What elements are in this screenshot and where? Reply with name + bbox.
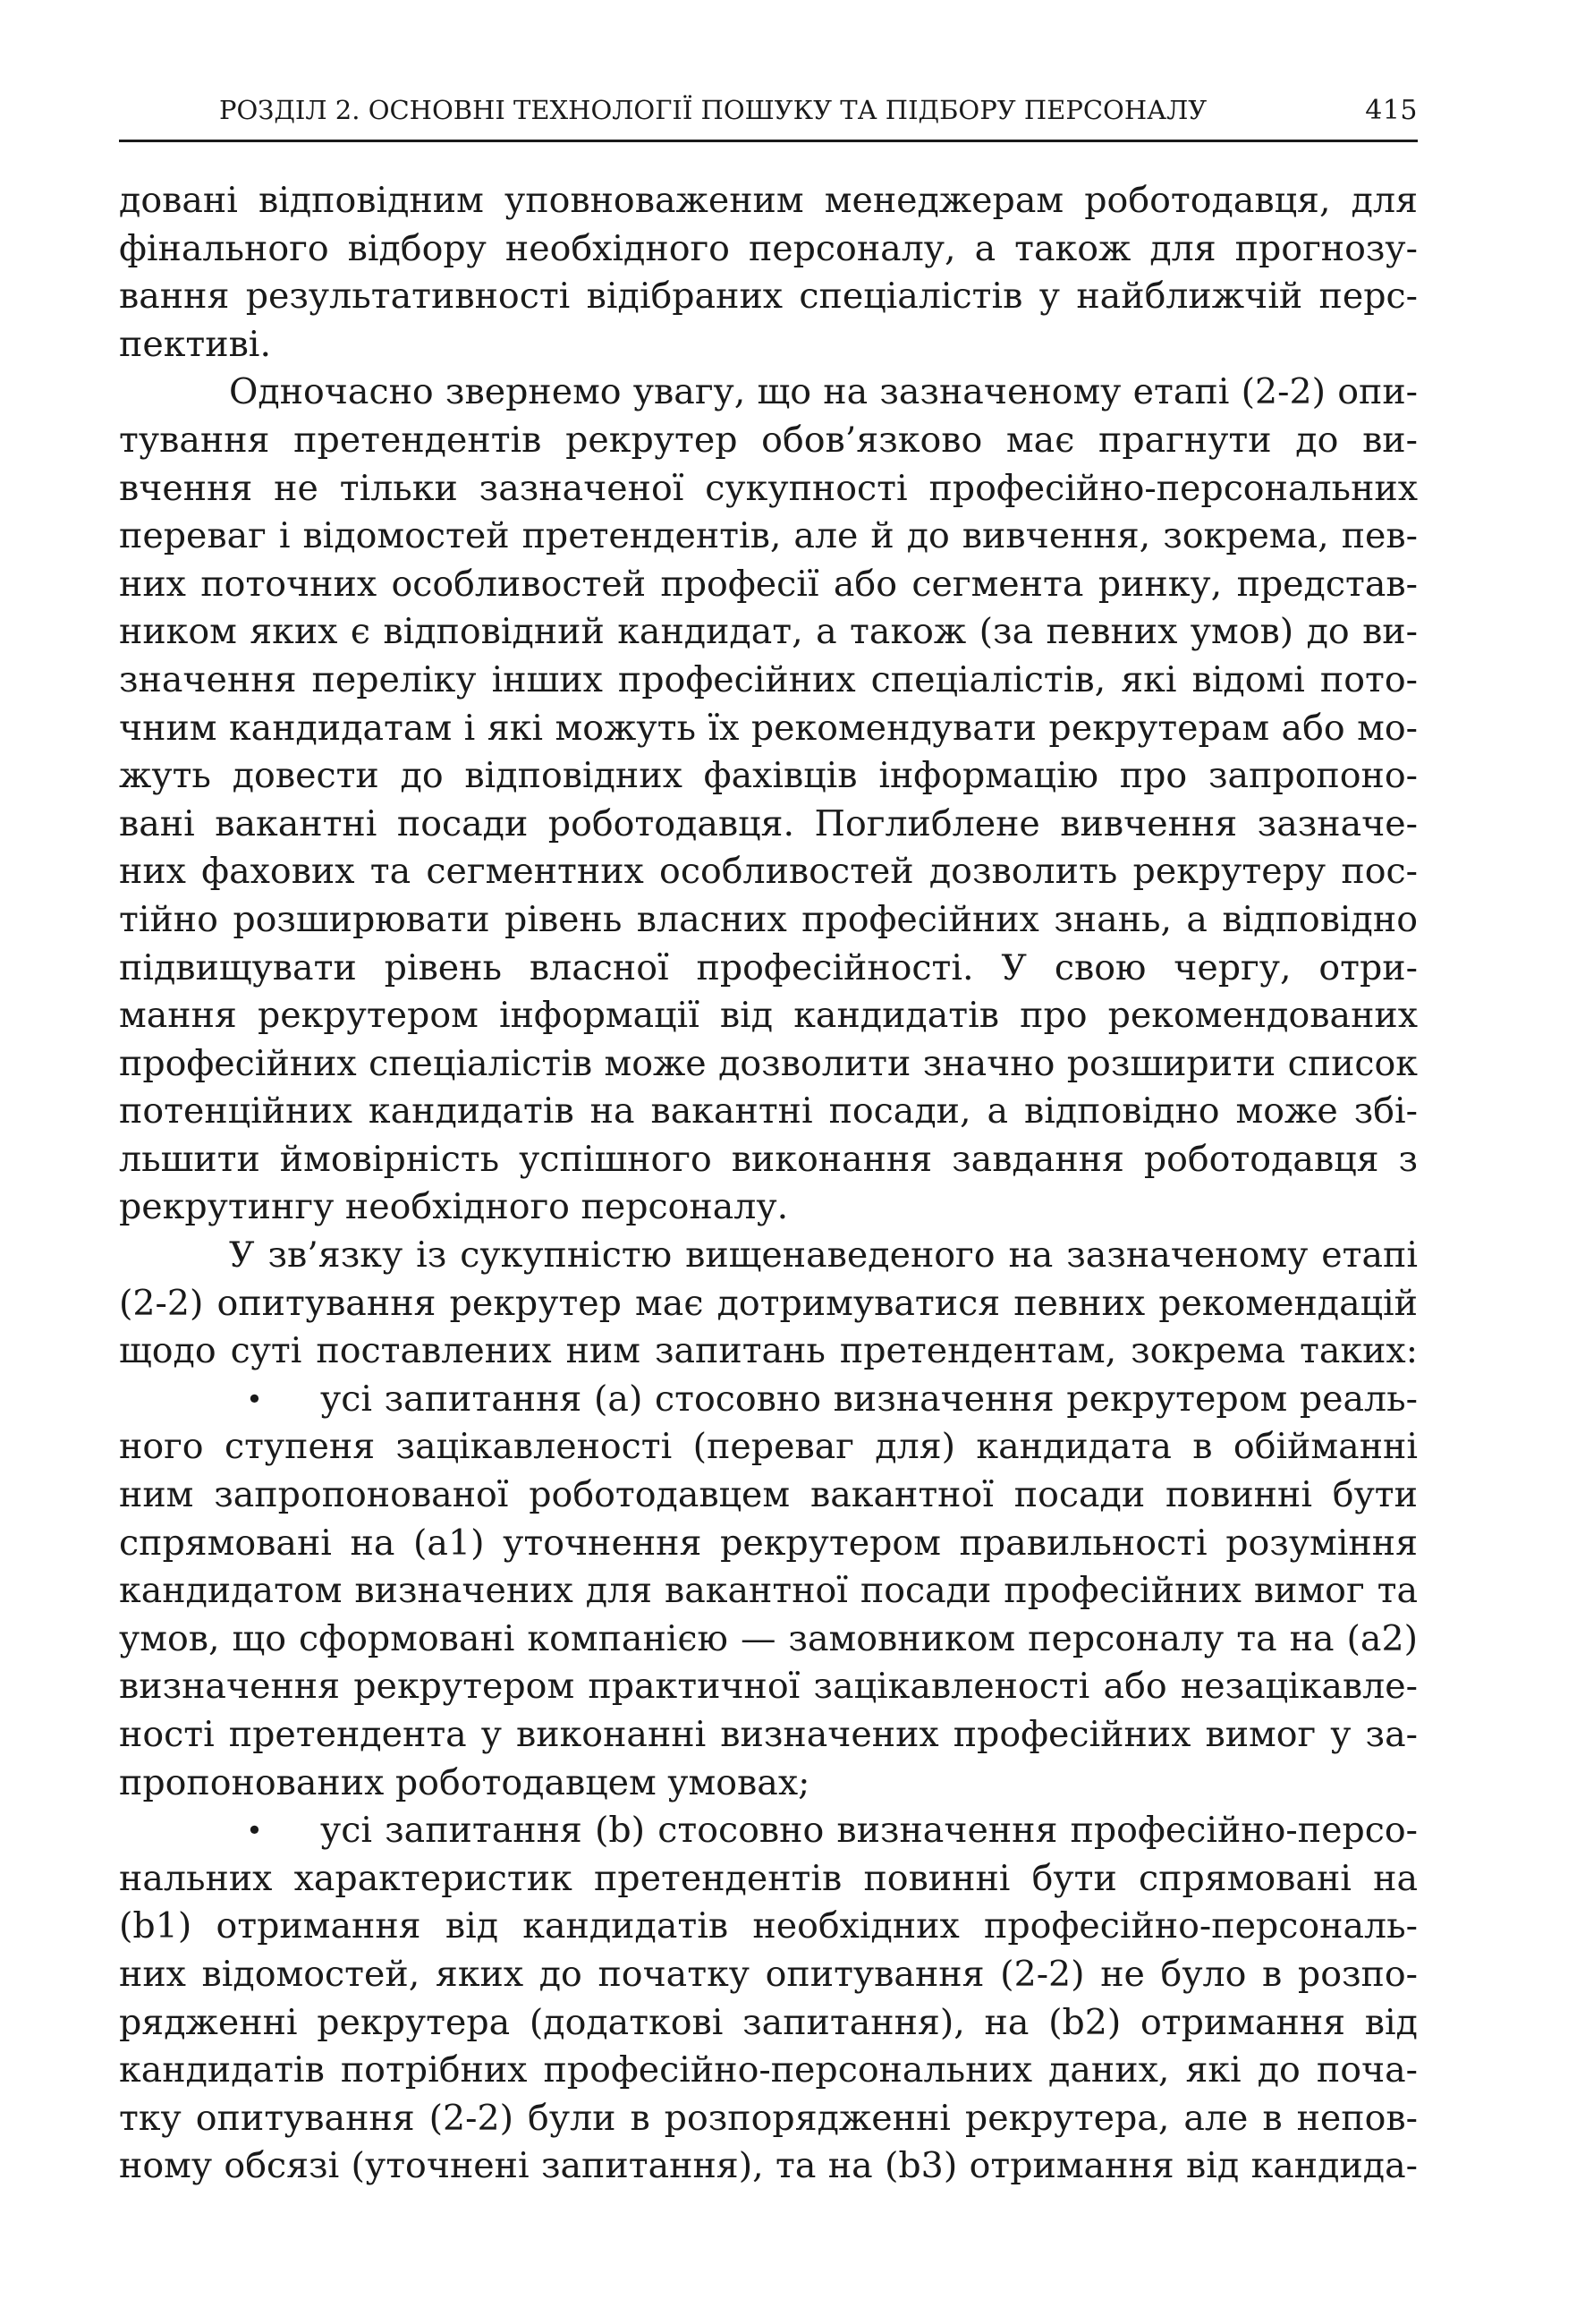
text-line: жуть довести до відповідних фахівців інформацію про запропоно- [119,755,1418,797]
text-line: ності претендента у виконанні визначених професійних вимог у за- [119,1714,1418,1755]
text-line: вчення не тільки зазначеної сукупності професійно-персональних [119,467,1418,509]
text-line: мання рекрутером інформації від кандидатів про рекомендованих [119,995,1418,1037]
text-line: ником яких є відповідний кандидат, а також (за певних умов) до ви- [119,611,1418,653]
bullet-marker: • [246,1381,263,1416]
text-line: рядженні рекрутера (додаткові запитання), на (b2) отримання від [119,2001,1418,2043]
text-line: рекрутингу необхідного персоналу. [119,1186,789,1228]
bullet-marker: • [246,1813,263,1848]
text-line: Одночасно звернемо увагу, що на зазначеному етапі (2-2) опи- [229,371,1418,413]
text-line: потенційних кандидатів на вакантні посади, а відповідно може збі- [119,1090,1418,1132]
text-line: щодо суті поставлених ним запитань претендентам, зокрема таких: [119,1330,1418,1372]
bullet-text: усі запитання (b) стосовно визначення професійно-персо- [320,1810,1418,1852]
text-line: ному обсязі (уточнені запитання), та на (b3) отримання від кандида- [119,2145,1418,2187]
text-line: умов, що сформовані компанією — замовником персоналу та на (а2) [119,1617,1418,1659]
text-line: них поточних особливостей професії або сегмента ринку, представ- [119,563,1418,605]
text-line: пропонованих роботодавцем умовах; [119,1761,810,1803]
text-line: ним запропонованої роботодавцем вакантної посади повинні бути [119,1474,1418,1516]
body-text [119,177,1418,2191]
text-line: них фахових та сегментних особливостей дозволить рекрутеру пос- [119,851,1418,893]
text-line: тування претендентів рекрутер обов’язково має прагнути до ви- [119,419,1418,461]
text-line: професійних спеціалістів може дозволити значно розширити список [119,1042,1418,1084]
bullet-list-item [119,1376,1418,1424]
text-line: переваг і відомостей претендентів, але й до вивчення, зокрема, пев- [119,515,1418,557]
text-line: (b1) отримання від кандидатів необхідних професійно-персональ- [119,1905,1418,1947]
text-line: вані вакантні посади роботодавця. Поглиблене вивчення зазначе- [119,802,1418,844]
text-line: чним кандидатам і які можуть їх рекомендувати рекрутерам або мо- [119,707,1418,749]
page-number: 415 [1365,95,1418,126]
text-line: кандидатом визначених для вакантної посади професійних вимог та [119,1570,1418,1612]
text-line: визначення рекрутером практичної зацікавленості або незацікавле- [119,1666,1418,1708]
text-line: У зв’язку із сукупністю вищенаведеного на зазначеному етапі [229,1234,1418,1277]
text-line: підвищувати рівень власної професійності. У свою чергу, отри- [119,946,1418,988]
text-line: них відомостей, яких до початку опитування (2-2) не було в розпо- [119,1953,1418,1995]
text-line: нальних характеристик претендентів повинні бути спрямовані на [119,1857,1418,1899]
chapter-title: РОЗДІЛ 2. ОСНОВНІ ТЕХНОЛОГІЇ ПОШУКУ ТА ПІДБОРУ ПЕРСОНАЛУ [219,95,1208,125]
text-line: кандидатів потрібних професійно-персональних даних, які до поча- [119,2049,1418,2091]
text-line: фінального відбору необхідного персоналу, а також для прогнозу- [119,227,1418,269]
running-header [119,89,1418,142]
text-line: довані відповідним уповноваженим менеджерам роботодавця, для [119,180,1418,221]
text-line: тку опитування (2-2) були в розпорядженні рекрутера, але в непов- [119,2097,1418,2139]
text-line: льшити ймовірність успішного виконання завдання роботодавця з [119,1138,1418,1180]
bullet-text: усі запитання (а) стосовно визначення рекрутером реаль- [320,1378,1418,1420]
text-line: вання результативності відібраних спеціалістів у найближчій перс- [119,276,1418,318]
text-line: пективі. [119,323,271,365]
text-line: спрямовані на (а1) уточнення рекрутером правильності розуміння [119,1522,1418,1564]
text-line: (2-2) опитування рекрутер має дотримуватися певних рекомендацій [119,1282,1418,1324]
text-line: значення переліку інших професійних спеціалістів, які відомі пото- [119,658,1418,700]
bullet-list-item [119,1807,1418,1855]
text-line: тійно розширювати рівень власних професійних знань, а відповідно [119,898,1418,940]
text-line: ного ступеня зацікавленості (переваг для) кандидата в обійманні [119,1426,1418,1468]
